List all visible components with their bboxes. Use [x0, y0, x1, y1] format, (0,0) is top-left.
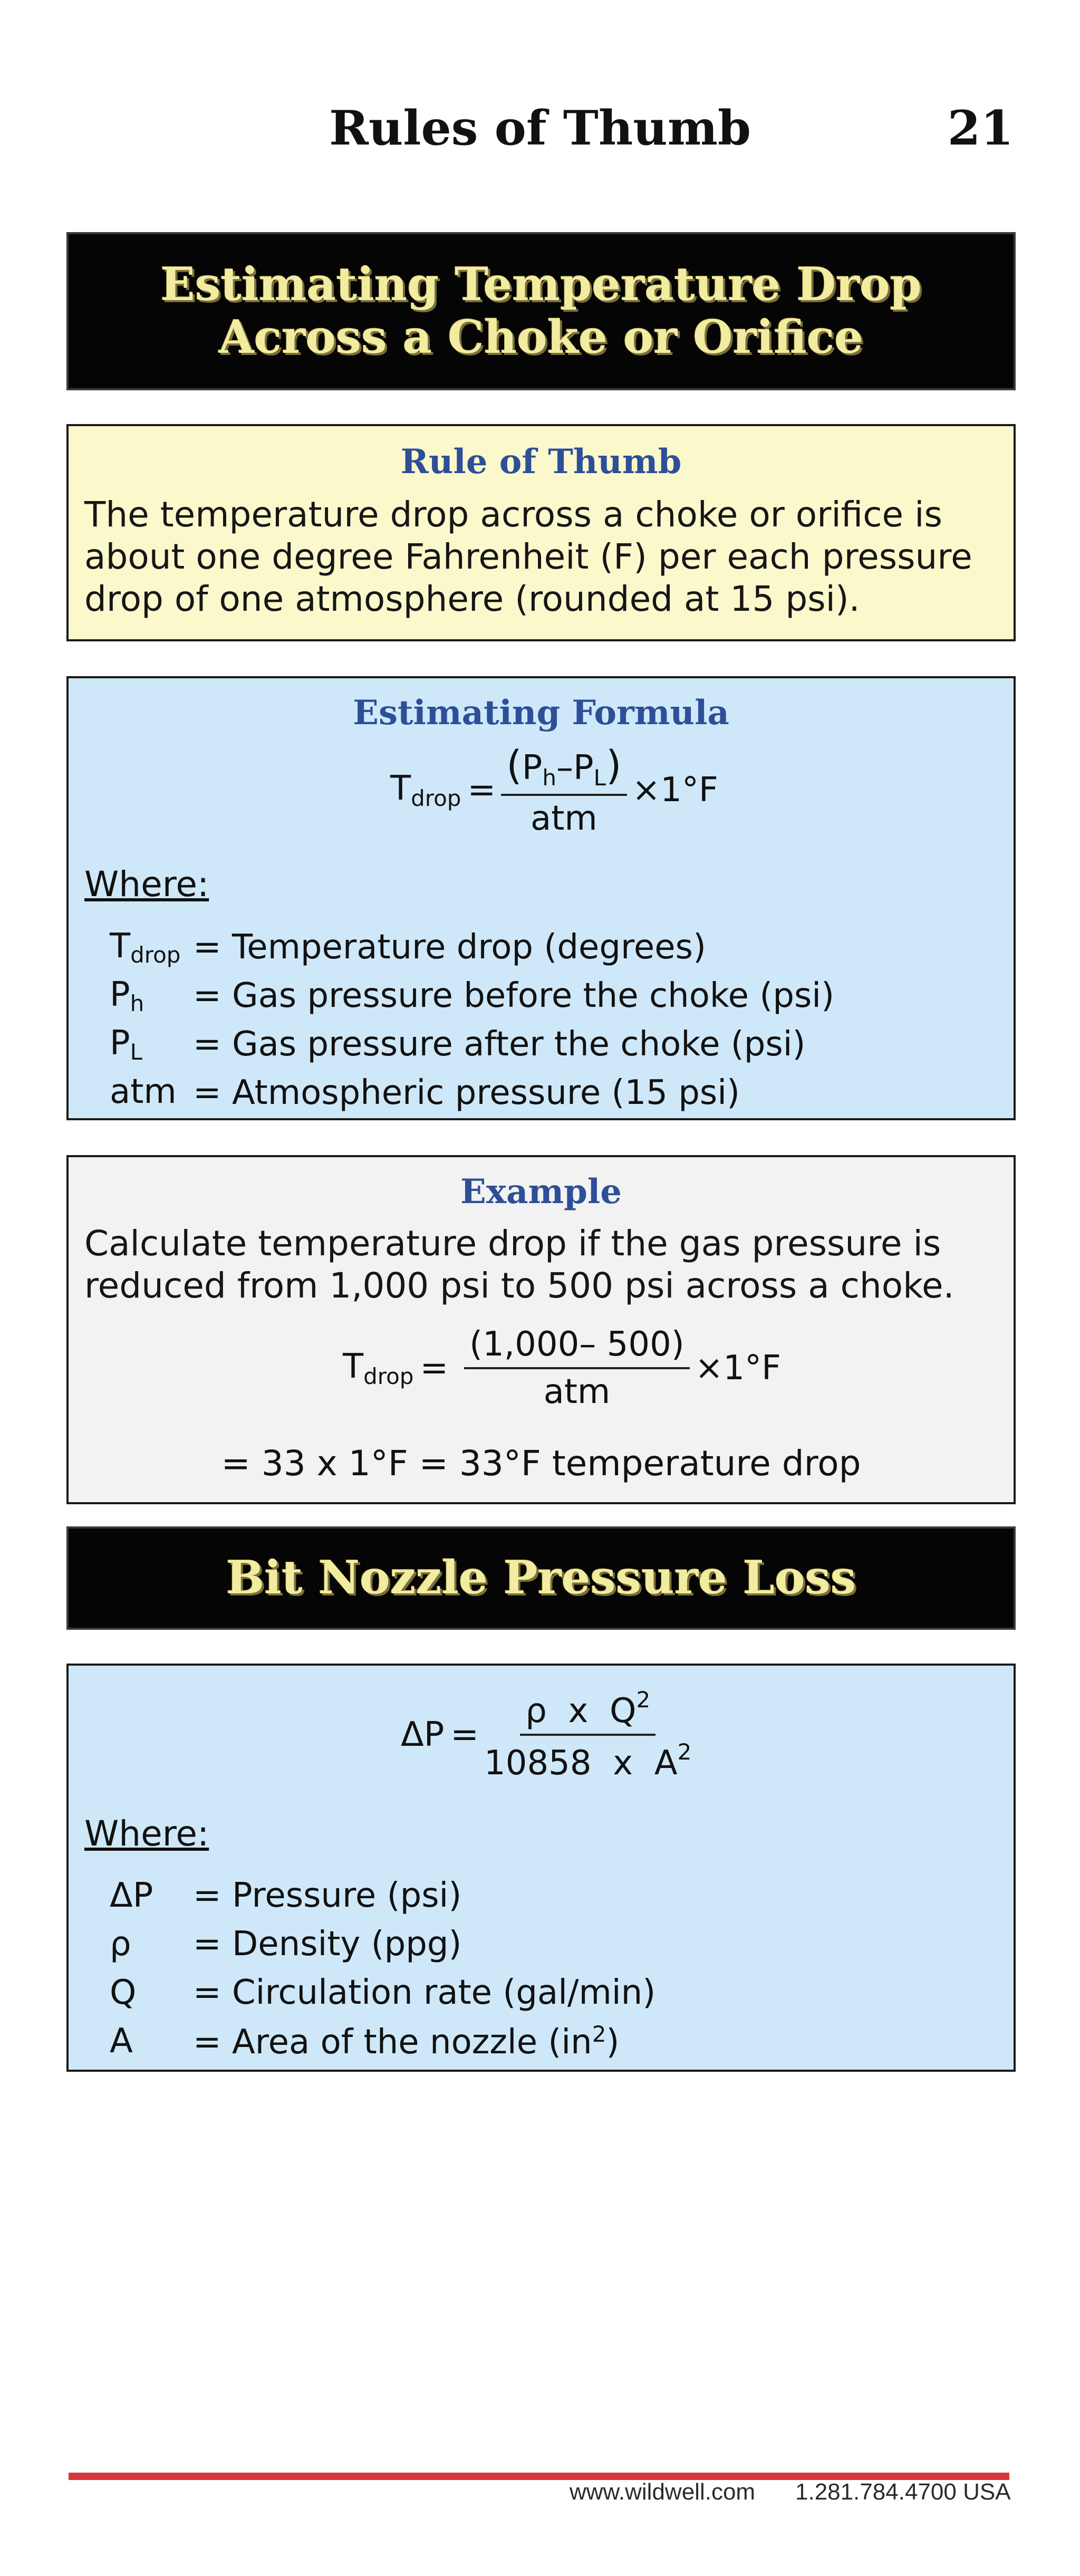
definition-symbol: A [110, 2022, 133, 2061]
example-fraction [464, 1325, 690, 1411]
pressure-loss-equals: = [450, 1715, 479, 1754]
definition-symbol: $T_{drop}$ [110, 927, 181, 968]
definition-row [110, 1968, 655, 2017]
example-multiplier: ×1°F [695, 1349, 781, 1388]
section-banner-temperature-drop [66, 232, 1016, 390]
formula-numerator: $(P_h-P_L)$ [501, 742, 627, 796]
formula-denominator: atm [531, 799, 597, 838]
page-number: 21 [947, 100, 1014, 156]
definition-row [110, 923, 706, 972]
formula-equals: = [467, 770, 496, 810]
pressure-loss-numerator: ρ x $Q^2$ [520, 1687, 655, 1736]
pressure-loss-fraction [484, 1687, 691, 1783]
example-formula [343, 1325, 781, 1411]
definition-text: = Circulation rate (gal/min) [193, 1973, 656, 2012]
definition-text: = Gas pressure before the choke (psi) [193, 976, 835, 1015]
temperature-drop-formula [390, 742, 718, 838]
definition-text: = Atmospheric pressure (15 psi) [193, 1073, 740, 1112]
example-box [66, 1155, 1016, 1504]
definition-row [110, 972, 834, 1020]
formula-lhs: $T_{drop}$ [390, 768, 461, 811]
definition-symbol: $P_h$ [110, 975, 144, 1016]
definition-row [110, 1871, 461, 1920]
definition-symbol: ΔP [110, 1876, 153, 1915]
example-line: Calculate temperature drop if the gas pressure is [84, 1223, 941, 1264]
example-result: = 33 x 1°F = 33°F temperature drop [221, 1443, 861, 1484]
example-text [84, 1223, 954, 1307]
banner-title: Bit Nozzle Pressure Loss [226, 1551, 856, 1604]
definition-symbol: Q [110, 1973, 137, 2012]
estimating-formula-box [66, 676, 1016, 1120]
definition-row [110, 2017, 619, 2065]
rule-line: drop of one atmosphere (rounded at 15 psi). [84, 579, 860, 619]
example-title: Example [460, 1172, 622, 1212]
pressure-loss-denominator: 10858 x $A^2$ [484, 1739, 692, 1783]
definition-row [110, 1920, 461, 1968]
definition-text: = Pressure (psi) [193, 1876, 462, 1915]
rule-of-thumb-box [66, 424, 1016, 641]
section-banner-bit-nozzle [66, 1526, 1016, 1630]
footer-website: www.wildwell.com [570, 2479, 756, 2505]
definition-row [110, 1020, 805, 1069]
footer-phone: 1.281.784.4700 USA [795, 2479, 1011, 2505]
pressure-loss-formula [401, 1687, 697, 1783]
example-lhs: $T_{drop}$ [343, 1347, 414, 1389]
where-label: Where: [84, 1813, 209, 1854]
where-label: Where: [84, 864, 209, 905]
rule-text [84, 494, 972, 620]
definition-text: = Area of the nozzle $(in^2)$ [193, 2021, 620, 2062]
definition-row [110, 1069, 740, 1117]
definition-symbol: $P_L$ [110, 1024, 142, 1065]
banner-line-1: Estimating Temperature Drop [160, 258, 922, 311]
definition-text: = Gas pressure after the choke (psi) [193, 1025, 806, 1064]
definition-symbol: ρ [110, 1925, 131, 1964]
example-denominator: atm [543, 1372, 611, 1411]
formula-fraction [501, 742, 627, 838]
formula-title: Estimating Formula [353, 693, 729, 733]
formula-multiplier: ×1°F [632, 770, 718, 810]
example-numerator: (1,000– 500) [464, 1325, 690, 1369]
definition-text: = Temperature drop (degrees) [193, 928, 706, 967]
rule-line: The temperature drop across a choke or orifice is [84, 494, 942, 535]
page-title: Rules of Thumb [329, 100, 751, 156]
pressure-loss-lhs: ΔP [401, 1715, 445, 1754]
definition-text: = Density (ppg) [193, 1925, 462, 1964]
rule-title: Rule of Thumb [400, 442, 682, 482]
example-equals: = [420, 1349, 449, 1388]
bit-nozzle-formula-box [66, 1664, 1016, 2072]
banner-line-2: Across a Choke or Orifice [219, 311, 863, 364]
definition-symbol: atm [110, 1072, 177, 1111]
rule-line: about one degree Fahrenheit (F) per each pressure [84, 536, 972, 577]
example-line: reduced from 1,000 psi to 500 psi across a choke. [84, 1265, 954, 1306]
